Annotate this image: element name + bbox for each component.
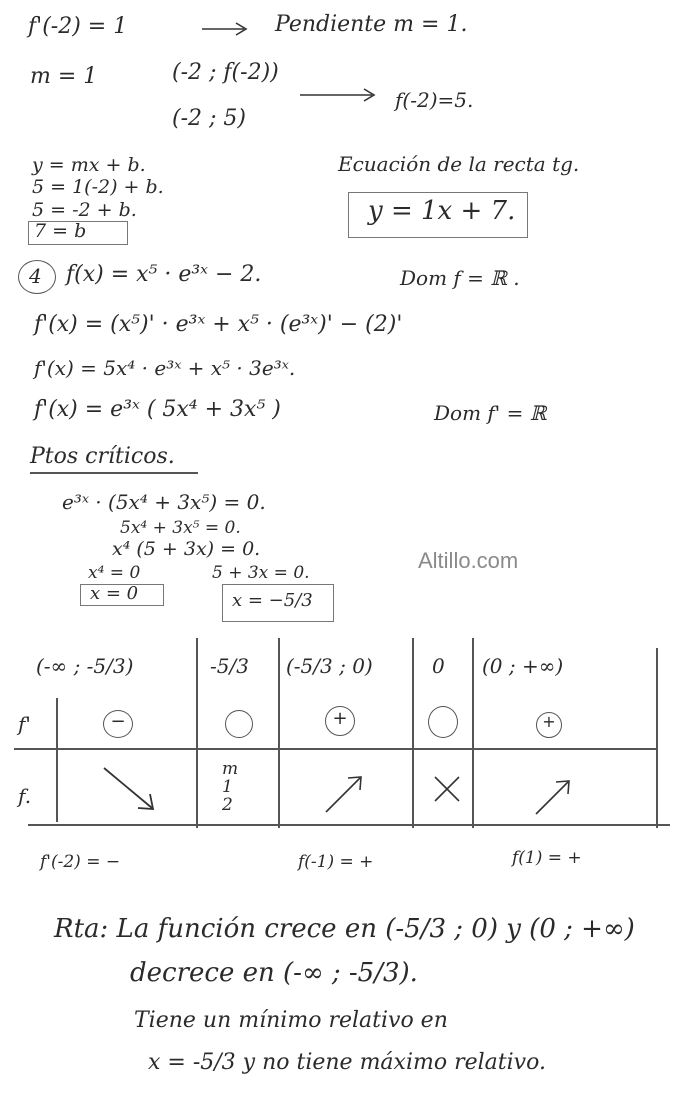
sign-plus: + <box>542 712 556 731</box>
line-domain-f: Dom f = ℝ . <box>400 266 520 290</box>
test-point-minus1: f(-1) = + <box>298 852 374 872</box>
table-divider-3 <box>412 638 414 828</box>
line-point-5: (-2 ; 5) <box>172 106 246 131</box>
table-row-label-fprime: f' <box>18 712 31 736</box>
line-7-equals-b: 7 = b <box>34 220 87 242</box>
watermark: Altillo.com <box>418 548 519 573</box>
table-divider-1 <box>196 638 198 828</box>
table-label-divider <box>56 698 58 822</box>
table-divider-right <box>656 648 658 828</box>
table-row-divider <box>14 748 658 750</box>
long-arrow <box>298 88 378 102</box>
test-point-1: f(1) = + <box>512 848 582 868</box>
implies-arrow <box>200 22 250 36</box>
line-tangent-equation: y = 1x + 7. <box>368 196 516 226</box>
exercise-number: 4 <box>29 264 42 288</box>
table-row-label-f: f. <box>18 784 32 808</box>
answer-line-4: x = -5/3 y no tiene máximo relativo. <box>148 1050 546 1075</box>
answer-line-2: decrece en (-∞ ; -5/3). <box>130 958 418 988</box>
table-header-point-1: -5/3 <box>210 654 249 678</box>
line-x4-zero: x⁴ = 0 <box>88 563 141 583</box>
line-5-3x-zero: 5 + 3x = 0. <box>212 563 310 583</box>
increasing-arrow-icon <box>532 778 574 818</box>
cross-mark-icon <box>432 774 462 804</box>
line-5-minus2-b: 5 = -2 + b. <box>32 199 137 221</box>
test-point-minus2: f'(-2) = − <box>40 852 121 872</box>
table-header-interval-3: (0 ; +∞) <box>482 654 564 678</box>
line-ecuacion-recta: Ecuación de la recta tg. <box>338 152 580 176</box>
sign-plus: + <box>332 708 348 729</box>
line-point-f: (-2 ; f(-2)) <box>172 60 279 85</box>
increasing-arrow-icon <box>322 774 366 816</box>
heading-underline <box>30 472 198 474</box>
line-pendiente: Pendiente m = 1. <box>275 12 468 37</box>
line-derivative-expanded: f'(x) = 5x⁴ · e³ˣ + x⁵ · 3e³ˣ. <box>34 356 296 380</box>
line-x-minus-5-3: x = −5/3 <box>232 590 313 611</box>
line-f-minus2-equals-5: f(-2)=5. <box>395 88 474 112</box>
table-header-point-2: 0 <box>432 654 445 678</box>
critical-points-heading: Ptos críticos. <box>30 444 175 469</box>
table-header-interval-2: (-5/3 ; 0) <box>286 654 373 678</box>
line-critical-eq-2: 5x⁴ + 3x⁵ = 0. <box>120 518 241 538</box>
line-derivative-factored: f'(x) = e³ˣ ( 5x⁴ + 3x⁵ ) <box>34 397 281 422</box>
table-header-interval-1: (-∞ ; -5/3) <box>36 654 134 678</box>
line-domain-fprime: Dom f' = ℝ <box>434 401 547 425</box>
table-divider-2 <box>278 638 280 828</box>
table-divider-4 <box>472 638 474 828</box>
minimum-mark: m 1 2 <box>222 759 239 815</box>
line-f-definition: f(x) = x⁵ · e³ˣ − 2. <box>66 262 262 287</box>
line-m-equals-1: m = 1 <box>30 64 98 89</box>
table-bottom-line <box>28 824 670 826</box>
line-fprime-minus2: f'(-2) = 1 <box>28 14 128 39</box>
line-critical-eq-1: e³ˣ · (5x⁴ + 3x⁵) = 0. <box>62 490 266 514</box>
sign-zero-circle <box>428 706 458 738</box>
decreasing-arrow-icon <box>100 764 160 814</box>
line-x-equals-0: x = 0 <box>90 583 139 604</box>
answer-line-3: Tiene un mínimo relativo en <box>134 1008 448 1033</box>
line-5-1-minus2-b: 5 = 1(-2) + b. <box>32 176 164 198</box>
answer-line-1: Rta: La función crece en (-5/3 ; 0) y (0 ; +∞) <box>54 914 635 944</box>
line-y-mx-b: y = mx + b. <box>32 154 146 176</box>
line-derivative-product: f'(x) = (x⁵)' · e³ˣ + x⁵ · (e³ˣ)' − (2)' <box>34 312 403 337</box>
sign-minus: − <box>110 711 126 732</box>
line-critical-eq-3: x⁴ (5 + 3x) = 0. <box>112 538 261 560</box>
sign-zero-circle <box>225 710 253 738</box>
